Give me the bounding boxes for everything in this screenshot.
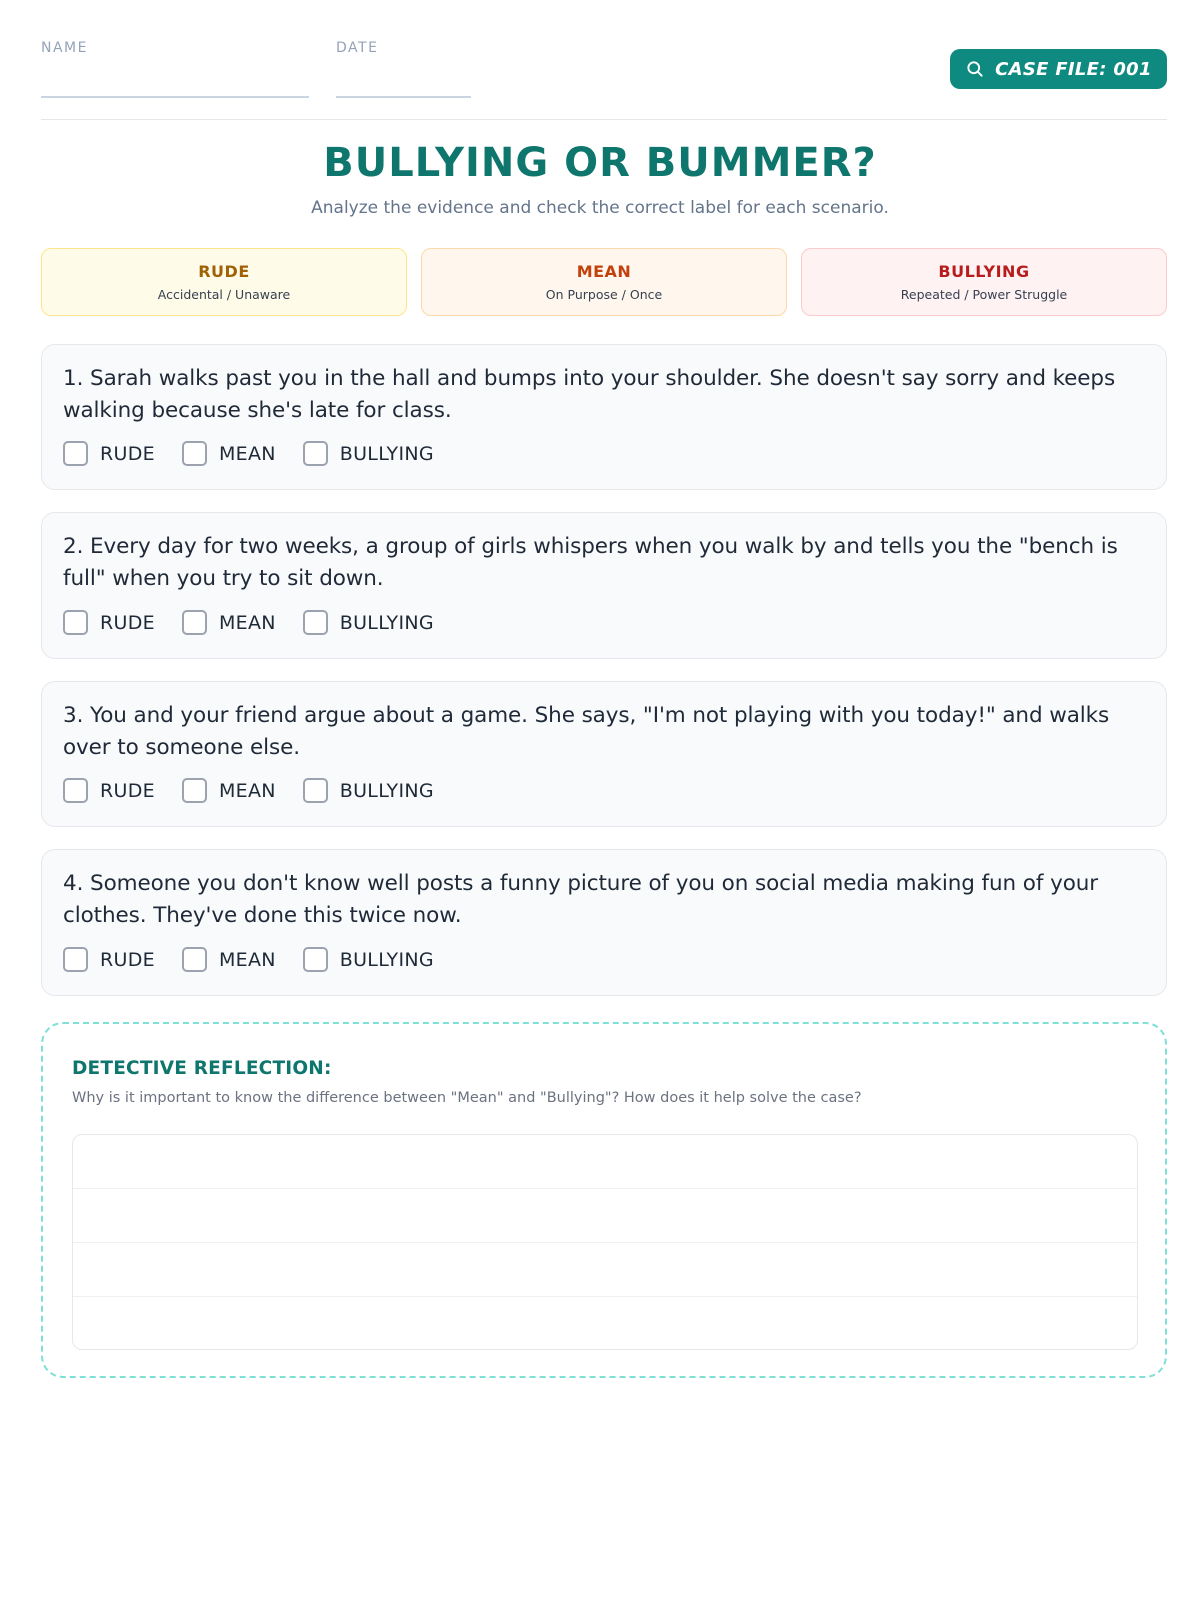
option-mean[interactable] xyxy=(182,441,276,466)
option-label: RUDE xyxy=(100,611,155,634)
date-line xyxy=(336,96,471,98)
question-card-3 xyxy=(41,681,1167,827)
option-label: MEAN xyxy=(218,779,276,802)
legend-rude-title: RUDE xyxy=(198,262,250,281)
checkbox[interactable] xyxy=(182,610,207,635)
checkbox[interactable] xyxy=(63,947,88,972)
detective-reflection xyxy=(41,1022,1167,1378)
checkbox[interactable] xyxy=(63,610,88,635)
option-label: BULLYING xyxy=(339,779,434,802)
option-mean[interactable] xyxy=(182,947,276,972)
option-label: MEAN xyxy=(218,611,276,634)
case-file-badge xyxy=(950,49,1167,89)
legend-mean xyxy=(421,248,787,316)
name-label: NAME xyxy=(41,40,88,56)
legend-mean-desc: On Purpose / Once xyxy=(545,287,663,302)
checkbox[interactable] xyxy=(63,778,88,803)
option-rude[interactable] xyxy=(63,947,155,972)
option-label: BULLYING xyxy=(339,948,434,971)
option-bullying[interactable] xyxy=(303,947,434,972)
question-text: 1. Sarah walks past you in the hall and bumps into your shoulder. She doesn't say sorry and keeps walking because she's late for class. xyxy=(63,366,1116,423)
option-mean[interactable] xyxy=(182,778,276,803)
question-text: 2. Every day for two weeks, a group of girls whispers when you walk by and tells you the "bench is full" when you try to sit down. xyxy=(63,534,1118,591)
option-label: MEAN xyxy=(218,442,276,465)
question-text: 4. Someone you don't know well posts a funny picture of you on social media making fun of your clothes. They've done this twice now. xyxy=(63,871,1099,928)
option-label: BULLYING xyxy=(339,611,434,634)
question-card-1 xyxy=(41,344,1167,490)
checkbox[interactable] xyxy=(303,778,328,803)
option-label: RUDE xyxy=(100,779,155,802)
question-card-2 xyxy=(41,512,1167,659)
name-line xyxy=(41,96,309,98)
option-bullying[interactable] xyxy=(303,441,434,466)
legend-mean-title: MEAN xyxy=(576,262,632,281)
option-label: BULLYING xyxy=(339,442,434,465)
checkbox[interactable] xyxy=(303,947,328,972)
search-icon xyxy=(965,59,985,79)
writing-line xyxy=(73,1296,1137,1297)
reflection-title: DETECTIVE REFLECTION: xyxy=(72,1058,332,1079)
legend-rude-desc: Accidental / Unaware xyxy=(157,287,291,302)
reflection-prompt: Why is it important to know the difference between "Mean" and "Bullying"? How does it help solve the case? xyxy=(72,1090,862,1106)
writing-line xyxy=(73,1188,1137,1189)
question-text: 3. You and your friend argue about a game. She says, "I'm not playing with you today!" and walks over to someone else. xyxy=(63,703,1110,760)
answer-options xyxy=(63,947,461,972)
checkbox[interactable] xyxy=(182,778,207,803)
case-file-label: CASE FILE: 001 xyxy=(995,58,1152,80)
answer-options xyxy=(63,610,461,635)
label-legend xyxy=(41,248,1167,316)
legend-bullying xyxy=(801,248,1167,316)
date-field[interactable] xyxy=(336,40,471,56)
page-subtitle: Analyze the evidence and check the correct label for each scenario. xyxy=(311,198,889,218)
option-label: MEAN xyxy=(218,948,276,971)
header-divider xyxy=(41,119,1167,120)
option-label: RUDE xyxy=(100,948,155,971)
option-rude[interactable] xyxy=(63,441,155,466)
page-title: BULLYING OR BUMMER? xyxy=(323,140,877,186)
checkbox[interactable] xyxy=(303,441,328,466)
question-card-4 xyxy=(41,849,1167,996)
legend-bullying-title: BULLYING xyxy=(938,262,1030,281)
legend-bullying-desc: Repeated / Power Struggle xyxy=(900,287,1068,302)
reflection-answer-box[interactable] xyxy=(72,1134,1138,1350)
legend-rude xyxy=(41,248,407,316)
answer-options xyxy=(63,778,461,803)
checkbox[interactable] xyxy=(182,947,207,972)
checkbox[interactable] xyxy=(182,441,207,466)
checkbox[interactable] xyxy=(303,610,328,635)
name-field[interactable] xyxy=(41,40,309,56)
option-bullying[interactable] xyxy=(303,610,434,635)
option-label: RUDE xyxy=(100,442,155,465)
answer-options xyxy=(63,441,461,466)
option-rude[interactable] xyxy=(63,778,155,803)
writing-line xyxy=(73,1242,1137,1243)
date-label: DATE xyxy=(336,40,379,56)
option-mean[interactable] xyxy=(182,610,276,635)
option-rude[interactable] xyxy=(63,610,155,635)
worksheet-header xyxy=(41,40,1167,120)
option-bullying[interactable] xyxy=(303,778,434,803)
checkbox[interactable] xyxy=(63,441,88,466)
